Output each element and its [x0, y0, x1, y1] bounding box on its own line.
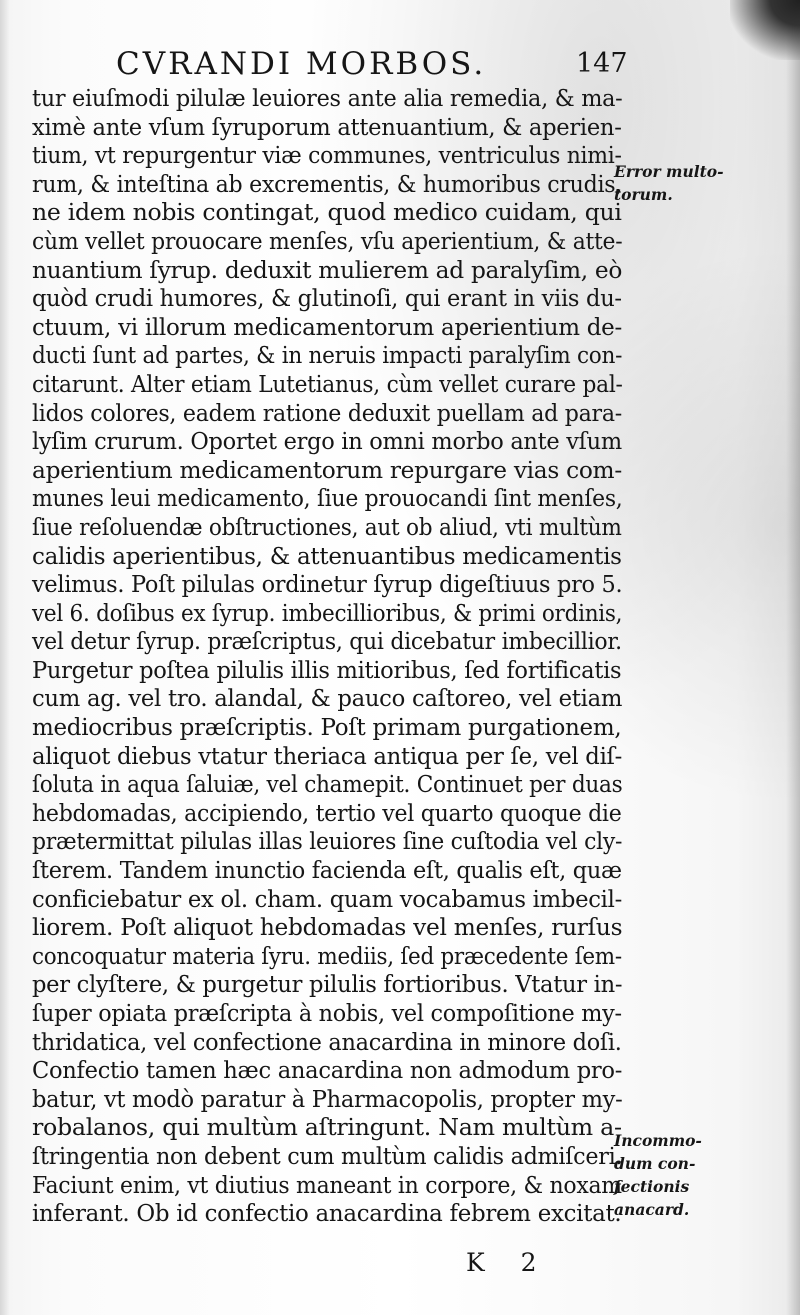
- text-line: thridatica, vel confectione anacardina in minore doſi.: [32, 1027, 622, 1056]
- text-line: lidos colores, eadem ratione deduxit puellam ad para-: [32, 398, 622, 427]
- text-line: Faciunt enim, vt diutius maneant in corpore, & noxam: [32, 1170, 622, 1199]
- text-line: conficiebatur ex ol. cham. quam vocabamus imbecil-: [32, 884, 623, 913]
- text-line: ne idem nobis contingat, quod medico cuidam, qui: [32, 198, 622, 227]
- text-line: ſoluta in aqua ſaluiæ, vel chamepit. Continuet per duas: [32, 770, 623, 799]
- text-line: lyſim crurum. Oportet ergo in omni morbo ante vſum: [32, 427, 622, 456]
- text-line: aliquot diebus vtatur theriaca antiqua per ſe, vel diſ-: [32, 741, 623, 770]
- text-line: Confectio tamen hæc anacardina non admodum pro-: [32, 1056, 623, 1085]
- text-line: per clyſtere, & purgetur pilulis fortioribus. Vtatur in-: [32, 970, 623, 999]
- text-line: ſuper opiata præſcripta à nobis, vel compoſitione my-: [32, 999, 622, 1027]
- margin-note-line: fectionis: [614, 1177, 690, 1196]
- text-line: robalanos, qui multùm aſtringunt. Nam multùm a-: [32, 1113, 622, 1142]
- text-line: ſtringentia non debent cum multùm calidis admiſceri.: [32, 1141, 623, 1170]
- text-line: vel 6. doſibus ex ſyrup. imbecillioribus, & primi ordinis,: [32, 598, 623, 627]
- text-line: velimus. Poſt pilulas ordinetur ſyrup digeſtiuus pro 5.: [32, 570, 623, 599]
- margin-note-line: torum.: [614, 185, 673, 204]
- text-line: rum, & inteſtina ab excrementis, & humoribus crudis,: [32, 169, 623, 198]
- margin-note-incommodum: [614, 1129, 702, 1221]
- margin-note-line: dum con-: [614, 1154, 696, 1173]
- margin-note-line: Error multo-: [614, 162, 724, 181]
- page-right-edge-shadow: [786, 0, 800, 1315]
- margin-note-error: [614, 160, 724, 206]
- text-line: vel detur ſyrup. præſcriptus, qui dicebatur imbecillior.: [32, 627, 622, 656]
- text-line: citarunt. Alter etiam Lutetianus, cùm vellet curare pal-: [32, 369, 623, 398]
- page-left-edge-shadow: [0, 0, 10, 1315]
- text-line: ſterem. Tandem inunctio facienda eſt, qualis eſt, quæ: [32, 856, 622, 885]
- body-text: [32, 84, 632, 1228]
- text-line: quòd crudi humores, & glutinoſi, qui erant in viis du-: [32, 284, 622, 313]
- signature-mark: K 2: [466, 1248, 551, 1277]
- text-line: calidis aperientibus, & attenuantibus medicamentis: [32, 541, 622, 570]
- text-line: cùm vellet prouocare menſes, vſu aperientium, & atte-: [32, 226, 623, 255]
- text-line: hebdomadas, accipiendo, tertio vel quarto quoque die: [32, 798, 622, 827]
- page-corner-shadow: [730, 0, 800, 60]
- margin-note-line: Incommo-: [614, 1131, 702, 1150]
- text-line: tium, vt repurgentur viæ communes, ventriculus nimi-: [32, 141, 622, 170]
- text-line: liorem. Poſt aliquot hebdomadas vel menſes, rurſus: [32, 913, 623, 942]
- text-line: munes leui medicamento, ſiue prouocandi ſint menſes,: [32, 484, 623, 513]
- text-line: tur eiuſmodi pilulæ leuiores ante alia remedia, & ma-: [32, 84, 623, 112]
- text-line: cum ag. vel tro. alandal, & pauco caſtoreo, vel etiam: [32, 684, 623, 713]
- text-line: nuantium ſyrup. deduxit mulierem ad paralyſim, eò: [32, 255, 623, 284]
- page-number: 147: [576, 48, 628, 79]
- text-line: ducti ſunt ad partes, & in neruis impacti paralyſim con-: [32, 341, 623, 370]
- margin-note-line: anacard.: [614, 1200, 690, 1219]
- running-head: CVRANDI MORBOS.: [116, 46, 487, 82]
- text-line: concoquatur materia ſyru. mediis, ſed præcedente ſem-: [32, 941, 622, 970]
- text-line: inferant. Ob id confectio anacardina febrem excitat.: [32, 1199, 622, 1228]
- text-line: ctuum, vi illorum medicamentorum aperientium de-: [32, 312, 622, 341]
- text-line: ximè ante vſum ſyruporum attenuantium, & aperien-: [32, 112, 622, 141]
- text-line: aperientium medicamentorum repurgare vias com-: [32, 455, 622, 484]
- text-line: ſiue reſoluendæ obſtructiones, aut ob aliud, vti multùm: [32, 512, 622, 541]
- text-line: Purgetur poſtea pilulis illis mitioribus, ſed fortificatis: [32, 655, 622, 684]
- text-line: prætermittat pilulas illas leuiores ſine cuſtodia vel cly-: [32, 827, 623, 856]
- text-line: batur, vt modò paratur à Pharmacopolis, propter my-: [32, 1084, 623, 1113]
- text-line: mediocribus præſcriptis. Poſt primam purgationem,: [32, 713, 622, 742]
